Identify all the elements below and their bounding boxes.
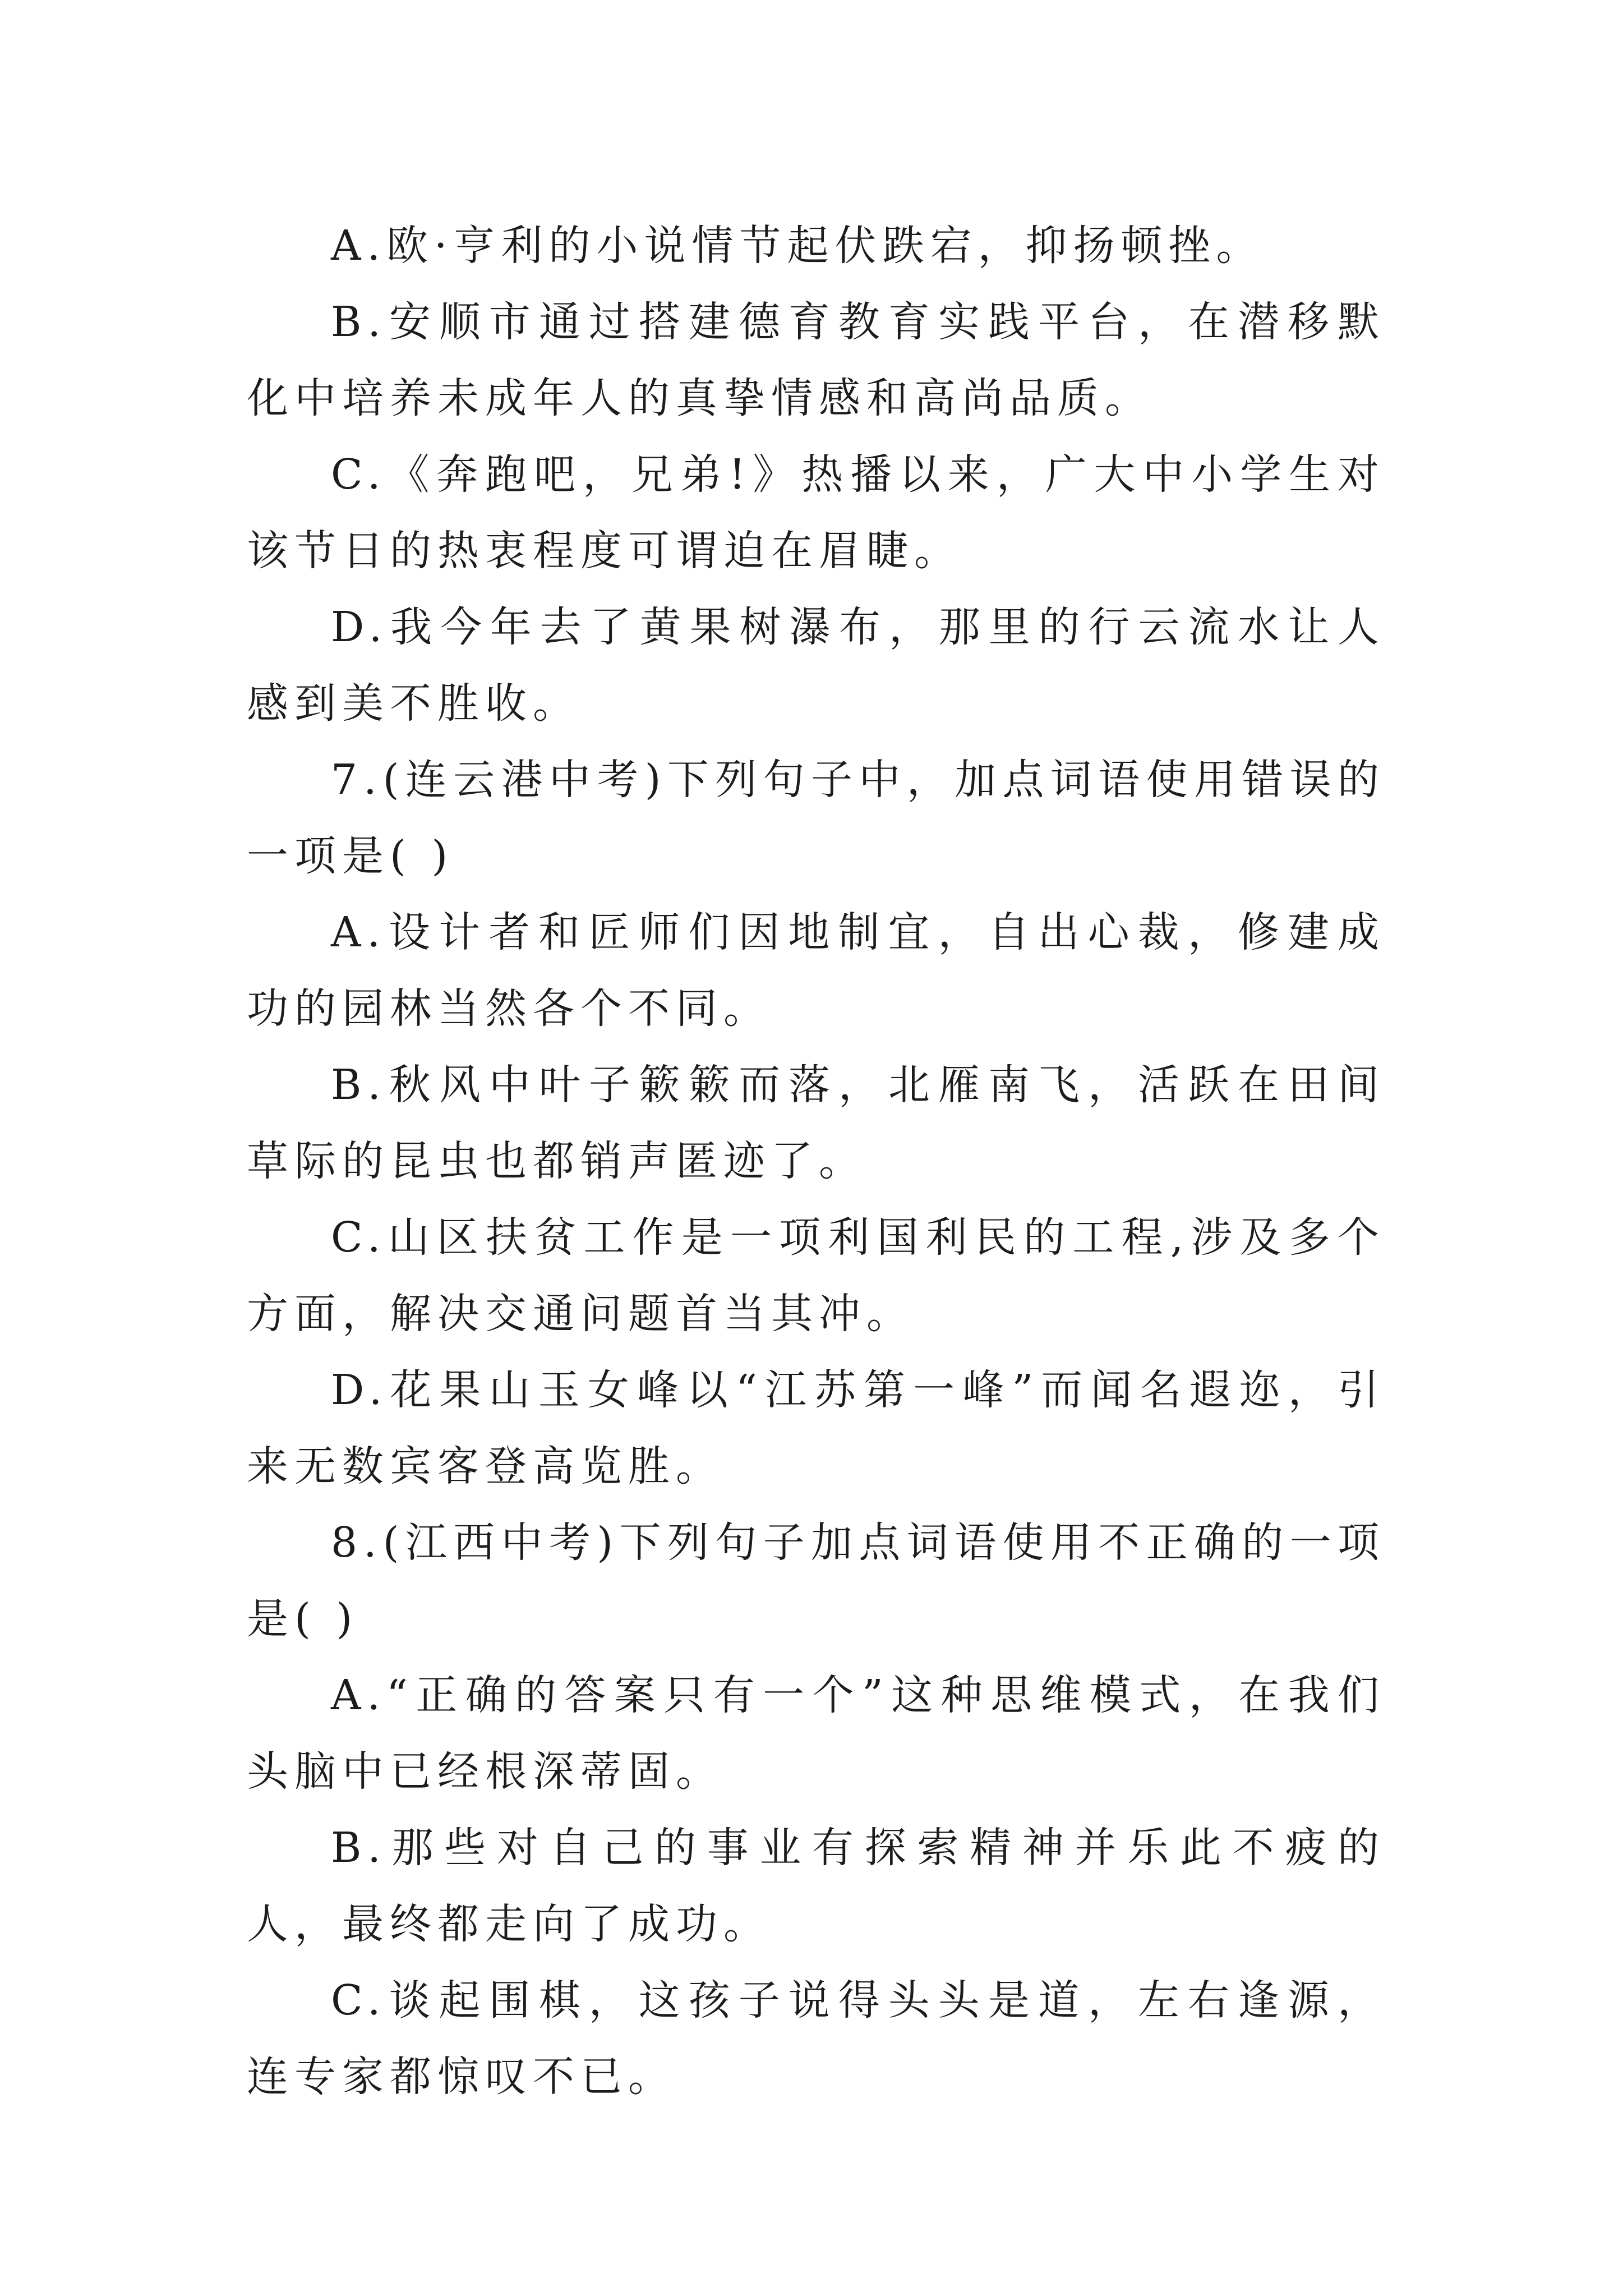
option-6c: C.《奔跑吧，兄弟!》热播以来，广大中小学生对该节日的热衷程度可谓迫在眉睫。 [247,450,1385,575]
option-8c: C.谈起围棋，这孩子说得头头是道，左右逢源，连专家都惊叹不已。 [247,1976,1385,2101]
option-8b: B.那些对自己的事业有探索精神并乐此不疲的人，最终都走向了成功。 [247,1824,1385,1948]
option-8a: A.“正确的答案只有一个”这种思维模式，在我们头脑中已经根深蒂固。 [247,1671,1385,1796]
option-7a: A.设计者和匠师们因地制宜，自出心裁，修建成功的园林当然各个不同。 [247,908,1385,1033]
option-7d: D.花果山玉女峰以“江苏第一峰”而闻名遐迩，引来无数宾客登高览胜。 [247,1366,1385,1490]
option-6a: A.欧·亨利的小说情节起伏跌宕，抑扬顿挫。 [331,222,1264,270]
document-body [247,208,1385,2115]
question-8: 8.(江西中考)下列句子加点词语使用不正确的一项是( ) [247,1519,1385,1643]
option-7b: B.秋风中叶子簌簌而落，北雁南飞，活跃在田间草际的昆虫也都销声匿迹了。 [247,1061,1385,1185]
option-7c: C.山区扶贫工作是一项利国利民的工程,涉及多个方面，解决交通问题首当其冲。 [247,1213,1385,1338]
question-7: 7.(连云港中考)下列句子中，加点词语使用错误的一项是( ) [247,756,1385,880]
option-6b: B.安顺市通过搭建德育教育实践平台，在潜移默化中培养未成年人的真挚情感和高尚品质。 [247,298,1385,422]
option-6d: D.我今年去了黄果树瀑布，那里的行云流水让人感到美不胜收。 [247,603,1385,728]
